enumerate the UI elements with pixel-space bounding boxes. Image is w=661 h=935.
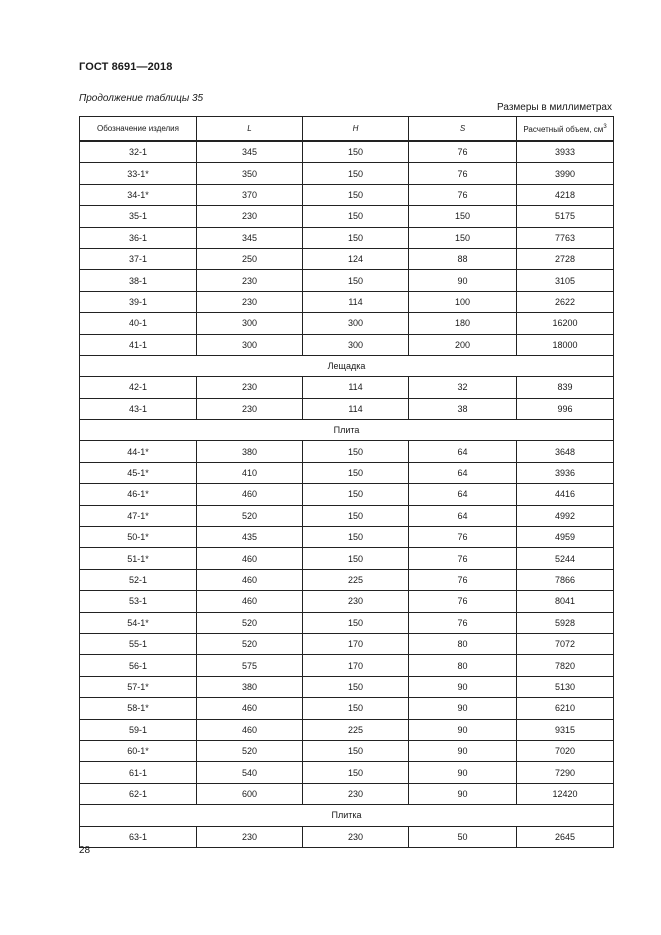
cell-designation: 62-1 [80, 783, 197, 804]
cell-height: 225 [303, 569, 409, 590]
cell-height: 150 [303, 527, 409, 548]
section-row [80, 420, 614, 441]
cell-volume: 4992 [517, 505, 614, 526]
cell-height: 150 [303, 505, 409, 526]
cell-volume: 2728 [517, 248, 614, 269]
table-row [80, 591, 614, 612]
cell-length: 380 [197, 441, 303, 462]
cell-designation: 54-1* [80, 612, 197, 633]
cell-height: 150 [303, 676, 409, 697]
cell-thickness: 64 [409, 462, 517, 483]
cell-length: 460 [197, 484, 303, 505]
cell-height: 170 [303, 655, 409, 676]
cell-thickness: 76 [409, 569, 517, 590]
cell-height: 150 [303, 206, 409, 227]
column-header-height: H [303, 117, 409, 142]
cell-height: 150 [303, 484, 409, 505]
table-row [80, 398, 614, 419]
cell-thickness: 90 [409, 719, 517, 740]
cell-length: 345 [197, 141, 303, 163]
cell-height: 114 [303, 377, 409, 398]
cell-designation: 35-1 [80, 206, 197, 227]
cell-thickness: 88 [409, 248, 517, 269]
cell-length: 520 [197, 612, 303, 633]
section-title: Плита [80, 420, 614, 441]
volume-header-exponent: 3 [603, 123, 607, 130]
cell-height: 124 [303, 248, 409, 269]
cell-height: 300 [303, 334, 409, 355]
table-row [80, 334, 614, 355]
cell-designation: 63-1 [80, 826, 197, 847]
table-row [80, 698, 614, 719]
table-row [80, 248, 614, 269]
cell-length: 300 [197, 313, 303, 334]
column-header-length: L [197, 117, 303, 142]
cell-designation: 51-1* [80, 548, 197, 569]
cell-length: 540 [197, 762, 303, 783]
cell-length: 460 [197, 698, 303, 719]
cell-height: 300 [303, 313, 409, 334]
cell-height: 150 [303, 462, 409, 483]
cell-volume: 7072 [517, 633, 614, 654]
cell-designation: 60-1* [80, 740, 197, 761]
cell-thickness: 180 [409, 313, 517, 334]
cell-volume: 4416 [517, 484, 614, 505]
cell-length: 600 [197, 783, 303, 804]
cell-length: 370 [197, 184, 303, 205]
cell-height: 230 [303, 591, 409, 612]
section-row [80, 355, 614, 376]
cell-designation: 53-1 [80, 591, 197, 612]
cell-height: 150 [303, 548, 409, 569]
cell-length: 520 [197, 505, 303, 526]
cell-height: 230 [303, 783, 409, 804]
cell-height: 114 [303, 398, 409, 419]
cell-height: 150 [303, 270, 409, 291]
table-row [80, 633, 614, 654]
table-row [80, 655, 614, 676]
cell-thickness: 76 [409, 591, 517, 612]
cell-volume: 18000 [517, 334, 614, 355]
cell-thickness: 76 [409, 141, 517, 163]
cell-length: 575 [197, 655, 303, 676]
cell-length: 350 [197, 163, 303, 184]
cell-volume: 6210 [517, 698, 614, 719]
cell-height: 150 [303, 740, 409, 761]
cell-length: 345 [197, 227, 303, 248]
cell-volume: 16200 [517, 313, 614, 334]
cell-height: 225 [303, 719, 409, 740]
table-row [80, 462, 614, 483]
cell-length: 460 [197, 569, 303, 590]
cell-volume: 7020 [517, 740, 614, 761]
table-caption: Продолжение таблицы 35 [79, 93, 204, 104]
cell-thickness: 76 [409, 612, 517, 633]
table-header [80, 117, 614, 142]
cell-thickness: 90 [409, 676, 517, 697]
cell-designation: 56-1 [80, 655, 197, 676]
table-row [80, 270, 614, 291]
units-note: Размеры в миллиметрах [497, 102, 612, 113]
cell-designation: 39-1 [80, 291, 197, 312]
cell-volume: 7866 [517, 569, 614, 590]
cell-thickness: 150 [409, 206, 517, 227]
cell-thickness: 76 [409, 163, 517, 184]
table-row [80, 569, 614, 590]
cell-length: 230 [197, 377, 303, 398]
cell-volume: 2645 [517, 826, 614, 847]
table-row [80, 740, 614, 761]
table-row [80, 184, 614, 205]
cell-volume: 3933 [517, 141, 614, 163]
cell-designation: 38-1 [80, 270, 197, 291]
cell-height: 150 [303, 441, 409, 462]
cell-thickness: 64 [409, 484, 517, 505]
cell-volume: 2622 [517, 291, 614, 312]
cell-volume: 4218 [517, 184, 614, 205]
cell-length: 460 [197, 591, 303, 612]
cell-thickness: 90 [409, 762, 517, 783]
cell-volume: 4959 [517, 527, 614, 548]
cell-height: 114 [303, 291, 409, 312]
table-body [80, 141, 614, 847]
page-number: 28 [79, 845, 91, 856]
table-row [80, 612, 614, 633]
cell-designation: 45-1* [80, 462, 197, 483]
table-row [80, 291, 614, 312]
cell-height: 150 [303, 698, 409, 719]
table-row [80, 206, 614, 227]
table-row [80, 163, 614, 184]
cell-thickness: 100 [409, 291, 517, 312]
cell-designation: 42-1 [80, 377, 197, 398]
cell-designation: 59-1 [80, 719, 197, 740]
cell-thickness: 64 [409, 505, 517, 526]
section-title: Плитка [80, 805, 614, 826]
cell-length: 460 [197, 719, 303, 740]
cell-volume: 5928 [517, 612, 614, 633]
cell-designation: 32-1 [80, 141, 197, 163]
table-row [80, 141, 614, 163]
cell-volume: 7763 [517, 227, 614, 248]
table-row [80, 227, 614, 248]
table-row [80, 783, 614, 804]
cell-thickness: 90 [409, 740, 517, 761]
cell-designation: 41-1 [80, 334, 197, 355]
cell-length: 520 [197, 633, 303, 654]
cell-designation: 33-1* [80, 163, 197, 184]
cell-designation: 37-1 [80, 248, 197, 269]
volume-header-label: Расчетный объем, см [523, 124, 604, 134]
cell-volume: 839 [517, 377, 614, 398]
cell-volume: 3936 [517, 462, 614, 483]
cell-height: 150 [303, 141, 409, 163]
cell-designation: 40-1 [80, 313, 197, 334]
cell-length: 460 [197, 548, 303, 569]
cell-height: 150 [303, 612, 409, 633]
cell-volume: 8041 [517, 591, 614, 612]
cell-length: 230 [197, 398, 303, 419]
cell-length: 380 [197, 676, 303, 697]
cell-length: 410 [197, 462, 303, 483]
cell-volume: 5244 [517, 548, 614, 569]
cell-designation: 44-1* [80, 441, 197, 462]
column-header-thickness: S [409, 117, 517, 142]
cell-designation: 58-1* [80, 698, 197, 719]
cell-designation: 52-1 [80, 569, 197, 590]
cell-thickness: 80 [409, 655, 517, 676]
cell-height: 230 [303, 826, 409, 847]
cell-designation: 50-1* [80, 527, 197, 548]
table-row [80, 505, 614, 526]
cell-volume: 3105 [517, 270, 614, 291]
cell-height: 150 [303, 163, 409, 184]
cell-thickness: 76 [409, 184, 517, 205]
cell-length: 230 [197, 291, 303, 312]
cell-designation: 34-1* [80, 184, 197, 205]
cell-thickness: 150 [409, 227, 517, 248]
cell-height: 150 [303, 227, 409, 248]
cell-designation: 43-1 [80, 398, 197, 419]
document-header: ГОСТ 8691—2018 [79, 61, 173, 73]
cell-length: 230 [197, 826, 303, 847]
cell-designation: 47-1* [80, 505, 197, 526]
section-row [80, 805, 614, 826]
table-row [80, 826, 614, 847]
cell-thickness: 64 [409, 441, 517, 462]
cell-volume: 7820 [517, 655, 614, 676]
table-row [80, 484, 614, 505]
cell-height: 150 [303, 184, 409, 205]
cell-volume: 12420 [517, 783, 614, 804]
cell-designation: 61-1 [80, 762, 197, 783]
cell-designation: 36-1 [80, 227, 197, 248]
table-row [80, 719, 614, 740]
table-row [80, 313, 614, 334]
cell-thickness: 90 [409, 270, 517, 291]
cell-thickness: 80 [409, 633, 517, 654]
cell-designation: 46-1* [80, 484, 197, 505]
cell-volume: 5130 [517, 676, 614, 697]
cell-length: 435 [197, 527, 303, 548]
cell-thickness: 50 [409, 826, 517, 847]
table-row [80, 548, 614, 569]
cell-length: 230 [197, 206, 303, 227]
cell-volume: 3990 [517, 163, 614, 184]
cell-thickness: 200 [409, 334, 517, 355]
cell-thickness: 38 [409, 398, 517, 419]
cell-height: 170 [303, 633, 409, 654]
cell-designation: 57-1* [80, 676, 197, 697]
dimensions-table [79, 116, 614, 848]
cell-length: 250 [197, 248, 303, 269]
cell-thickness: 76 [409, 527, 517, 548]
cell-length: 300 [197, 334, 303, 355]
table-row [80, 676, 614, 697]
table-row [80, 377, 614, 398]
cell-volume: 5175 [517, 206, 614, 227]
cell-thickness: 32 [409, 377, 517, 398]
cell-thickness: 90 [409, 698, 517, 719]
table-row [80, 527, 614, 548]
section-title: Лещадка [80, 355, 614, 376]
cell-thickness: 76 [409, 548, 517, 569]
table-row [80, 441, 614, 462]
header-row [80, 117, 614, 142]
column-header-volume [517, 117, 614, 142]
column-header-designation: Обозначение изделия [80, 117, 197, 142]
cell-height: 150 [303, 762, 409, 783]
cell-designation: 55-1 [80, 633, 197, 654]
cell-volume: 9315 [517, 719, 614, 740]
cell-volume: 7290 [517, 762, 614, 783]
cell-thickness: 90 [409, 783, 517, 804]
cell-length: 230 [197, 270, 303, 291]
cell-volume: 996 [517, 398, 614, 419]
cell-volume: 3648 [517, 441, 614, 462]
table-row [80, 762, 614, 783]
cell-length: 520 [197, 740, 303, 761]
